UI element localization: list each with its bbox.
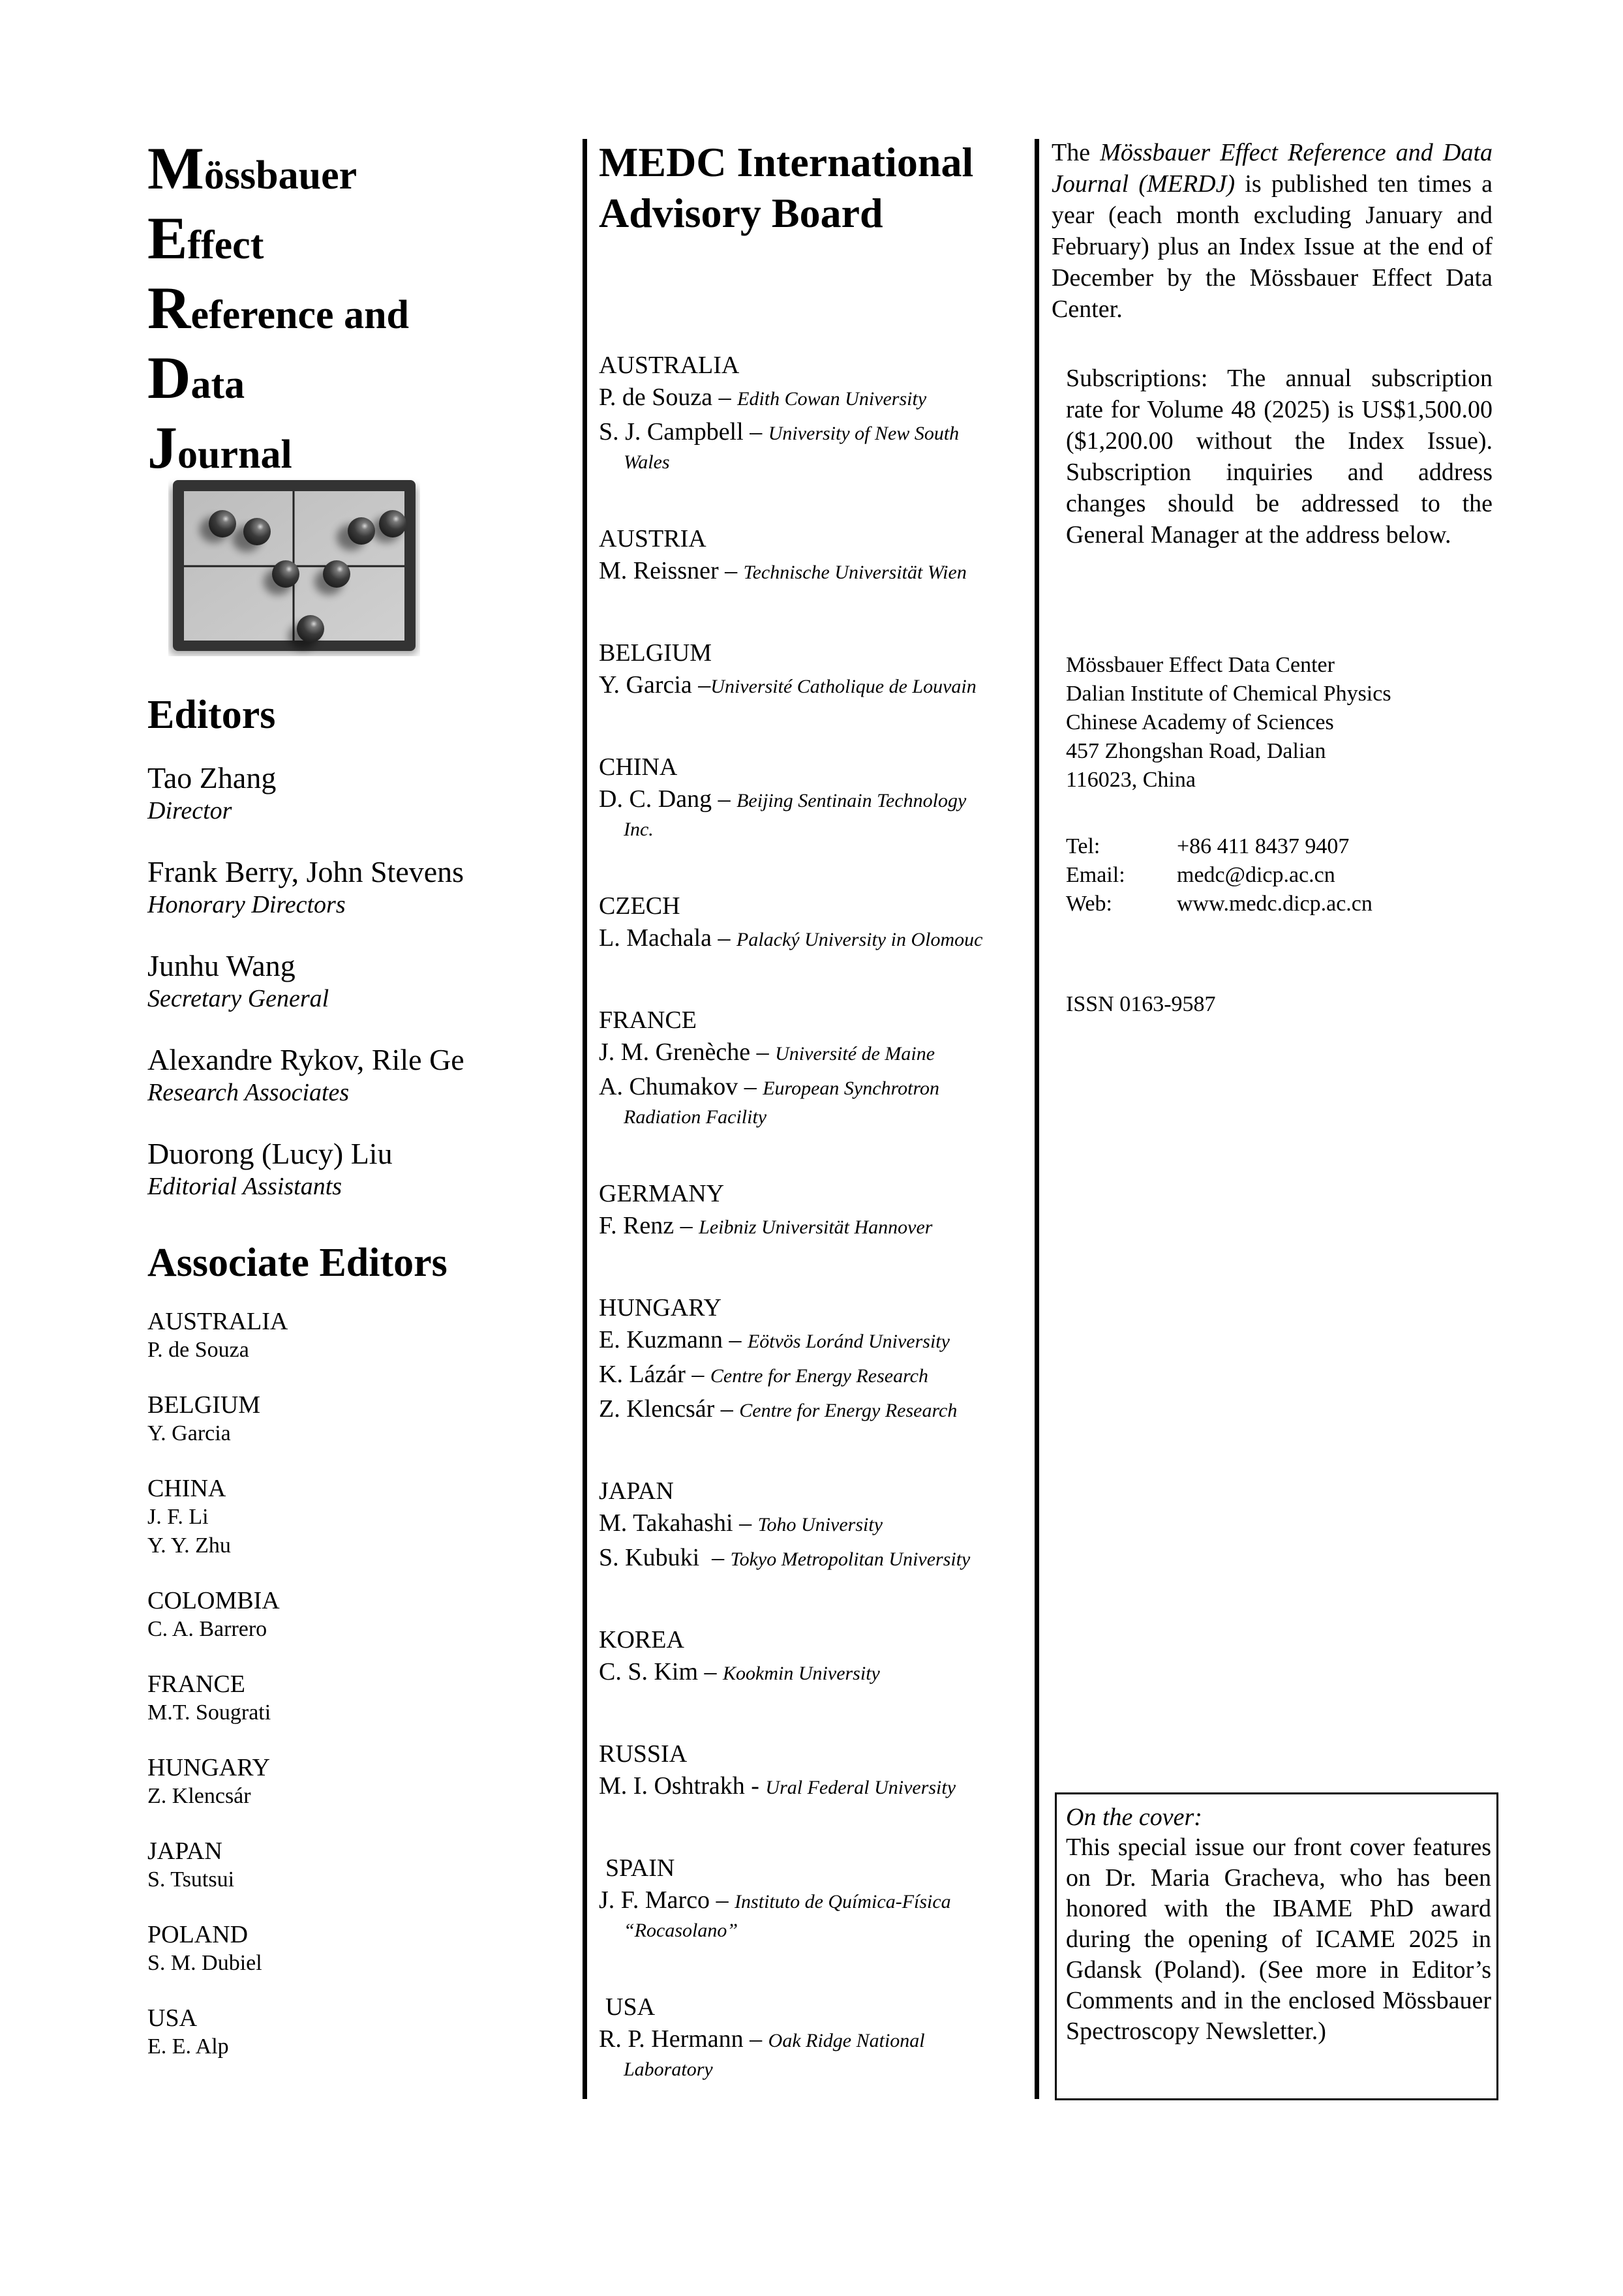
separator-dash: – <box>710 1886 735 1914</box>
editor-role: Director <box>147 797 232 824</box>
country-label: JAPAN <box>599 1477 674 1505</box>
editor-role: Editorial Assistants <box>147 1173 342 1200</box>
member-name: E. Kuzmann <box>599 1326 723 1353</box>
advisory-board-group <box>599 751 1029 842</box>
associate-editor-group <box>147 1670 565 1727</box>
editor-name: Frank Berry, John Stevens <box>147 855 464 888</box>
mailing-address <box>1066 651 1493 794</box>
member-affiliation: Université de Maine <box>775 1043 935 1065</box>
country-label: FRANCE <box>599 1006 697 1034</box>
country-label: USA <box>605 1993 656 2021</box>
address-line: 116023, China <box>1066 768 1196 792</box>
address-line: Dalian Institute of Chemical Physics <box>1066 682 1391 706</box>
separator-dash: – <box>718 557 744 584</box>
member-name: F. Renz <box>599 1212 675 1239</box>
member-name: K. Lázár <box>599 1361 686 1388</box>
contact-label: Tel: <box>1066 834 1100 858</box>
editors-section <box>147 690 565 1201</box>
associate-editor-group <box>147 1837 565 1894</box>
country-label: POLAND <box>147 1921 249 1948</box>
contact-email <box>1066 861 1493 890</box>
country-label: BELGIUM <box>599 639 712 667</box>
advisory-board-member <box>599 554 1029 589</box>
associate-editor-name: S. Tsutsui <box>147 1867 235 1892</box>
member-affiliation: Instituto de Química-Física <box>735 1891 951 1912</box>
advisory-board-member <box>599 1070 1029 1130</box>
abacus-grid-spheres-logo-icon <box>168 477 420 656</box>
associate-editors-heading: Associate Editors <box>147 1241 447 1285</box>
separator-dash: – <box>733 1509 758 1537</box>
associate-editors-section <box>147 1238 565 2061</box>
editor-name: Junhu Wang <box>147 949 296 982</box>
country-label: CZECH <box>599 892 680 920</box>
separator-dash: – <box>699 1544 731 1571</box>
member-name: M. Reissner <box>599 557 719 584</box>
editor-role: Secretary General <box>147 985 329 1012</box>
editor-item <box>147 854 565 920</box>
advisory-board-member <box>599 1209 1029 1244</box>
member-affiliation: Kookmin University <box>723 1663 880 1684</box>
member-affiliation-continued: Laboratory <box>624 2059 713 2080</box>
editor-name: Alexandre Rykov, Rile Ge <box>147 1043 464 1076</box>
member-affiliation: Eötvös Loránd University <box>747 1331 950 1352</box>
advisory-board-title-line: MEDC International <box>599 139 974 185</box>
associate-editor-name: C. A. Barrero <box>147 1617 267 1641</box>
member-affiliation: Toho University <box>757 1514 883 1535</box>
member-name: S. J. Campbell <box>599 418 744 446</box>
advisory-board-group <box>599 1852 1029 1943</box>
editor-item <box>147 1042 565 1108</box>
advisory-board-member <box>599 2023 1029 2082</box>
member-name: D. C. Dang <box>599 785 712 813</box>
journal-masthead <box>147 137 565 486</box>
member-name: R. P. Hermann <box>599 2025 744 2053</box>
separator-dash: – <box>750 1038 776 1066</box>
member-affiliation: Université Catholique de Louvain <box>710 676 977 697</box>
country-label: AUSTRALIA <box>147 1308 288 1335</box>
advisory-board-member <box>599 1884 1029 1943</box>
member-affiliation-continued: Radiation Facility <box>624 1106 767 1128</box>
separator-dash: – <box>691 671 711 699</box>
contact-label: Email: <box>1066 863 1125 887</box>
member-affiliation-continued: Inc. <box>624 819 654 840</box>
advisory-board-group <box>599 1991 1029 2082</box>
advisory-board-group <box>599 1178 1029 1244</box>
country-label: SPAIN <box>605 1854 675 1882</box>
country-label: CHINA <box>147 1475 226 1502</box>
advisory-board-group <box>599 637 1029 703</box>
country-label: AUSTRIA <box>599 525 706 552</box>
member-affiliation-continued: Wales <box>624 451 670 473</box>
member-name: A. Chumakov <box>599 1073 738 1100</box>
associate-editor-name: Y. Y. Zhu <box>147 1533 231 1558</box>
advisory-board-member <box>599 1036 1029 1070</box>
editors-list <box>147 761 565 1201</box>
associate-editor-group <box>147 1920 565 1978</box>
associate-editor-group <box>147 1586 565 1644</box>
member-affiliation: Beijing Sentinain Technology <box>736 790 967 811</box>
masthead-line: Effect <box>147 205 264 271</box>
associate-editor-name: M.T. Sougrati <box>147 1700 271 1725</box>
associate-editor-name: P. de Souza <box>147 1338 249 1362</box>
associate-editor-name: E. E. Alp <box>147 2034 229 2059</box>
advisory-board-title-line: Advisory Board <box>599 190 883 236</box>
separator-dash: – <box>712 384 738 411</box>
advisory-board-member <box>599 1541 1029 1576</box>
member-affiliation: European Synchrotron <box>763 1078 940 1099</box>
country-label: COLOMBIA <box>147 1587 280 1614</box>
country-label: HUNGARY <box>147 1754 270 1781</box>
advisory-board-member <box>599 415 1029 475</box>
country-label: USA <box>147 2004 198 2032</box>
member-name: M. Takahashi <box>599 1509 733 1537</box>
member-affiliation: Ural Federal University <box>765 1777 956 1798</box>
separator-dash: – <box>712 924 737 952</box>
editor-role: Research Associates <box>147 1079 350 1106</box>
contact-value: +86 411 8437 9407 <box>1177 834 1350 858</box>
cover-note-title: On the cover: <box>1066 1804 1202 1831</box>
member-affiliation-continued: “Rocasolano” <box>624 1920 738 1941</box>
contact-web <box>1066 890 1493 918</box>
cover-note-text: This special issue our front cover features on Dr. Maria Gracheva, who has been honored with the IBAME PhD award during the opening of ICAME 2025 in Gdansk (Poland). (See more in Editor’s Comments and in the enclosed Mössbauer Spectroscopy Newsletter.) <box>1066 1834 1491 2045</box>
separator-dash: – <box>714 1395 740 1423</box>
member-name: M. I. Oshtrakh <box>599 1772 745 1800</box>
advisory-board-member <box>599 783 1029 842</box>
editor-name: Duorong (Lucy) Liu <box>147 1137 393 1170</box>
on-the-cover-box <box>1055 1792 1498 2100</box>
column-divider <box>583 139 587 2099</box>
separator-dash: – <box>685 1361 710 1388</box>
address-line: Mössbauer Effect Data Center <box>1066 653 1335 677</box>
separator-dash: – <box>698 1658 723 1685</box>
associate-editor-name: J. F. Li <box>147 1505 209 1529</box>
member-name: J. M. Grenèche <box>599 1038 751 1066</box>
advisory-board-member <box>599 1393 1029 1427</box>
subscription-info: Subscriptions: The annual subscription rate for Volume 48 (2025) is US$1,500.00 ($1,200.00 without the Index Issue). Subscription inquiries and address changes should be addressed to the General Manager at the address below. <box>1066 365 1493 549</box>
advisory-board-group <box>599 523 1029 589</box>
country-label: RUSSIA <box>599 1740 688 1768</box>
editor-role: Honorary Directors <box>147 891 346 918</box>
advisory-board-group <box>599 1738 1029 1804</box>
issn-number: ISSN 0163-9587 <box>1066 992 1216 1016</box>
advisory-board-member <box>599 669 1029 703</box>
journal-name-italic: Mössbauer Effect Reference and Data Journal (MERDJ) <box>1052 139 1493 198</box>
country-label: BELGIUM <box>147 1391 261 1419</box>
masthead-line: Reference and <box>147 275 410 341</box>
address-line: Chinese Academy of Sciences <box>1066 710 1334 734</box>
contact-tel <box>1066 832 1493 861</box>
associate-editor-group <box>147 1391 565 1448</box>
associate-editor-name: Z. Klencsár <box>147 1784 251 1808</box>
associate-editor-name: S. M. Dubiel <box>147 1951 262 1975</box>
separator-dash: - <box>744 1772 766 1800</box>
advisory-board-member <box>599 1358 1029 1393</box>
country-label: AUSTRALIA <box>599 352 740 379</box>
advisory-board-member <box>599 381 1029 415</box>
member-name: S. Kubuki <box>599 1544 700 1571</box>
associate-editor-group <box>147 1753 565 1811</box>
advisory-board-section <box>599 137 1029 2082</box>
member-name: J. F. Marco <box>599 1886 710 1914</box>
advisory-board-group <box>599 890 1029 956</box>
member-affiliation: Palacký University in Olomouc <box>736 929 983 950</box>
associate-editor-name: Y. Garcia <box>147 1421 231 1445</box>
member-name: Y. Garcia <box>599 671 692 699</box>
separator-dash: – <box>712 785 737 813</box>
advisory-board-member <box>599 922 1029 956</box>
member-affiliation: Edith Cowan University <box>737 388 927 410</box>
advisory-board-member <box>599 1323 1029 1358</box>
advisory-board-member <box>599 1507 1029 1541</box>
separator-dash: – <box>743 418 768 446</box>
advisory-board-member <box>599 1770 1029 1804</box>
country-label: JAPAN <box>147 1837 222 1865</box>
country-label: FRANCE <box>147 1670 245 1698</box>
associate-editor-group <box>147 1307 565 1365</box>
editor-item <box>147 761 565 826</box>
member-affiliation: Centre for Energy Research <box>739 1400 958 1421</box>
masthead-line: Mössbauer <box>147 135 357 202</box>
associate-editor-group <box>147 1474 565 1560</box>
member-affiliation: Centre for Energy Research <box>710 1365 928 1387</box>
advisory-board-member <box>599 1655 1029 1690</box>
associate-editor-group <box>147 2004 565 2061</box>
advisory-board-group <box>599 1292 1029 1427</box>
member-name: P. de Souza <box>599 384 713 411</box>
member-affiliation: Leibniz Universität Hannover <box>699 1216 933 1238</box>
member-affiliation: Oak Ridge National <box>768 2030 925 2051</box>
contact-details <box>1066 832 1493 918</box>
masthead-line: Data <box>147 344 245 411</box>
web-link[interactable]: www.medc.dicp.ac.cn <box>1177 892 1373 916</box>
country-label: CHINA <box>599 753 678 781</box>
column-divider <box>1035 139 1039 2099</box>
editor-name: Tao Zhang <box>147 761 277 794</box>
editor-item <box>147 1136 565 1201</box>
advisory-board-group <box>599 350 1029 475</box>
country-label: GERMANY <box>599 1180 725 1207</box>
editor-item <box>147 948 565 1014</box>
country-label: HUNGARY <box>599 1294 721 1322</box>
separator-dash: – <box>738 1073 763 1100</box>
journal-description: The Mössbauer Effect Reference and Data Journal (MERDJ) is published ten times a year (each month excluding January and February) plus an Index Issue at the end of December by the Mössbauer Effect Data Center. <box>1052 139 1493 323</box>
member-affiliation: Tokyo Metropolitan University <box>730 1548 971 1570</box>
advisory-board-list <box>599 350 1029 2082</box>
editors-heading: Editors <box>147 693 276 737</box>
separator-dash: – <box>722 1326 748 1353</box>
advisory-board-group <box>599 1475 1029 1576</box>
separator-dash: – <box>674 1212 699 1239</box>
country-label: KOREA <box>599 1626 684 1654</box>
member-affiliation: University of New South <box>768 423 960 444</box>
member-affiliation: Technische Universität Wien <box>743 562 967 583</box>
member-name: L. Machala <box>599 924 712 952</box>
email-link[interactable]: medc@dicp.ac.cn <box>1177 863 1335 887</box>
separator-dash: – <box>743 2025 768 2053</box>
member-name: Z. Klencsár <box>599 1395 715 1423</box>
masthead-line: Journal <box>147 414 292 481</box>
advisory-board-group <box>599 1624 1029 1690</box>
associate-editors-list <box>147 1307 565 2061</box>
advisory-board-group <box>599 1004 1029 1130</box>
contact-label: Web: <box>1066 892 1112 916</box>
address-line: 457 Zhongshan Road, Dalian <box>1066 739 1326 763</box>
member-name: C. S. Kim <box>599 1658 699 1685</box>
